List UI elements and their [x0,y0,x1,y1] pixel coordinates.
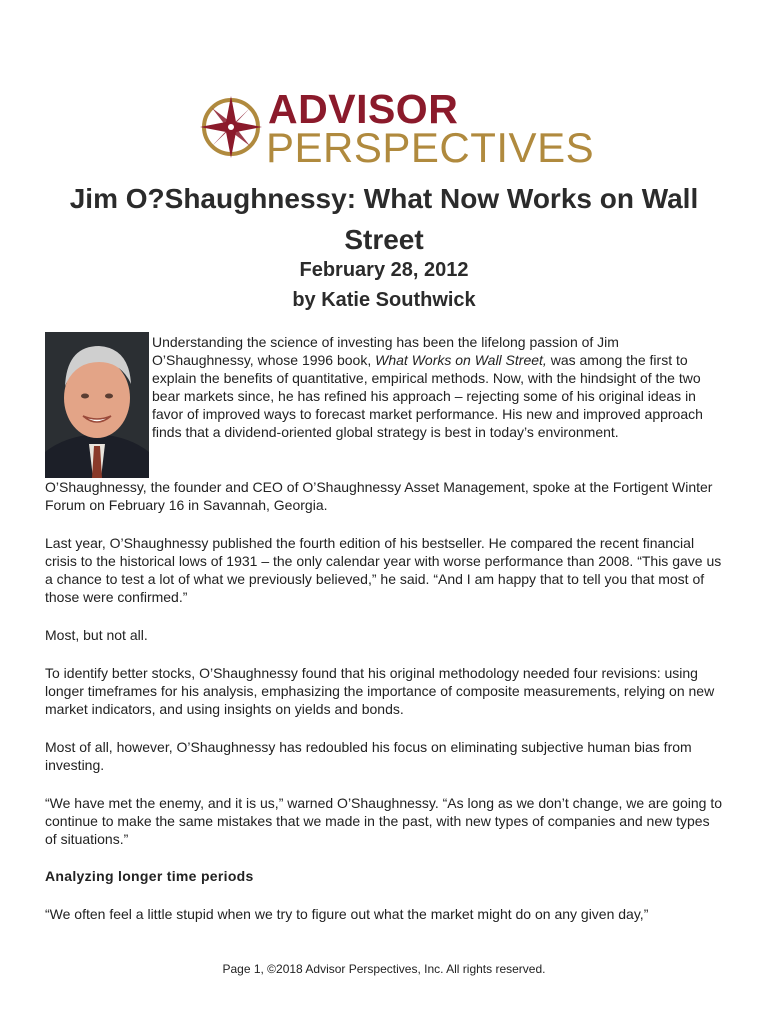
logo-word-perspectives: PERSPECTIVES [266,124,595,171]
paragraph-1: O’Shaughnessy, the founder and CEO of O’Shaughnessy Asset Management, spoke at the Fortigent Winter Forum on February 16 in Savannah, Georgia. [45,479,713,513]
paragraph-4: To identify better stocks, O’Shaughnessy found that his original methodology needed four revisions: using longer timeframes for his analysis, emphasizing the importance of composite measurements, relying on new market indicators, and using insights on yields and bonds. [45,665,715,717]
paragraph-5: Most of all, however, O’Shaughnessy has redoubled his focus on eliminating subjective human bias from investing. [45,739,692,773]
paragraph-3: Most, but not all. [45,627,148,643]
intro-paragraph [152,333,724,441]
article-byline: by Katie Southwick [292,289,476,311]
book-title: What Works on Wall Street, [375,352,547,368]
paragraph-7: “We often feel a little stupid when we try to figure out what the market might do on any given day,” [45,906,649,922]
paragraph-2: Last year, O’Shaughnessy published the fourth edition of his bestseller. He compared the recent financial crisis to the historical lows of 1931 – the only calendar year with worse performance than 2008. “This gave us a chance to test a lot of what we previously believed,” he said. “And I am happy that to tell you that most of those were confirmed.” [45,535,722,605]
advisor-perspectives-logo [198,86,595,171]
intro-text-end: was among the first to explain the benefits of quantitative, empirical methods. Now, with the hindsight of the two bear markets since, he has refined his approach – rejecting some of his original ideas in favor of improved ways to forecast market performance. His new and improved approach finds that a dividend-oriented global strategy is best in today’s environment. [152,352,703,440]
article-date: February 28, 2012 [299,259,469,281]
section-heading: Analyzing longer time periods [45,868,254,884]
intro-text-start: Understanding the science of investing has been the lifelong passion of Jim O’Shaughnessy, whose 1996 book, [152,334,619,368]
author-photo [45,332,149,478]
compass-rose-icon [198,94,264,160]
page-footer: Page 1, ©2018 Advisor Perspectives, Inc. All rights reserved. [222,962,546,976]
paragraph-6: “We have met the enemy, and it is us,” warned O’Shaughnessy. “As long as we don’t change, we are going to continue to make the same mistakes that we made in the past, with new types of companies and new types of situations.” [45,795,723,847]
article-title: Jim O?Shaughnessy: What Now Works on Wall Street [69,183,699,255]
logo-word-advisor: ADVISOR [268,86,459,132]
